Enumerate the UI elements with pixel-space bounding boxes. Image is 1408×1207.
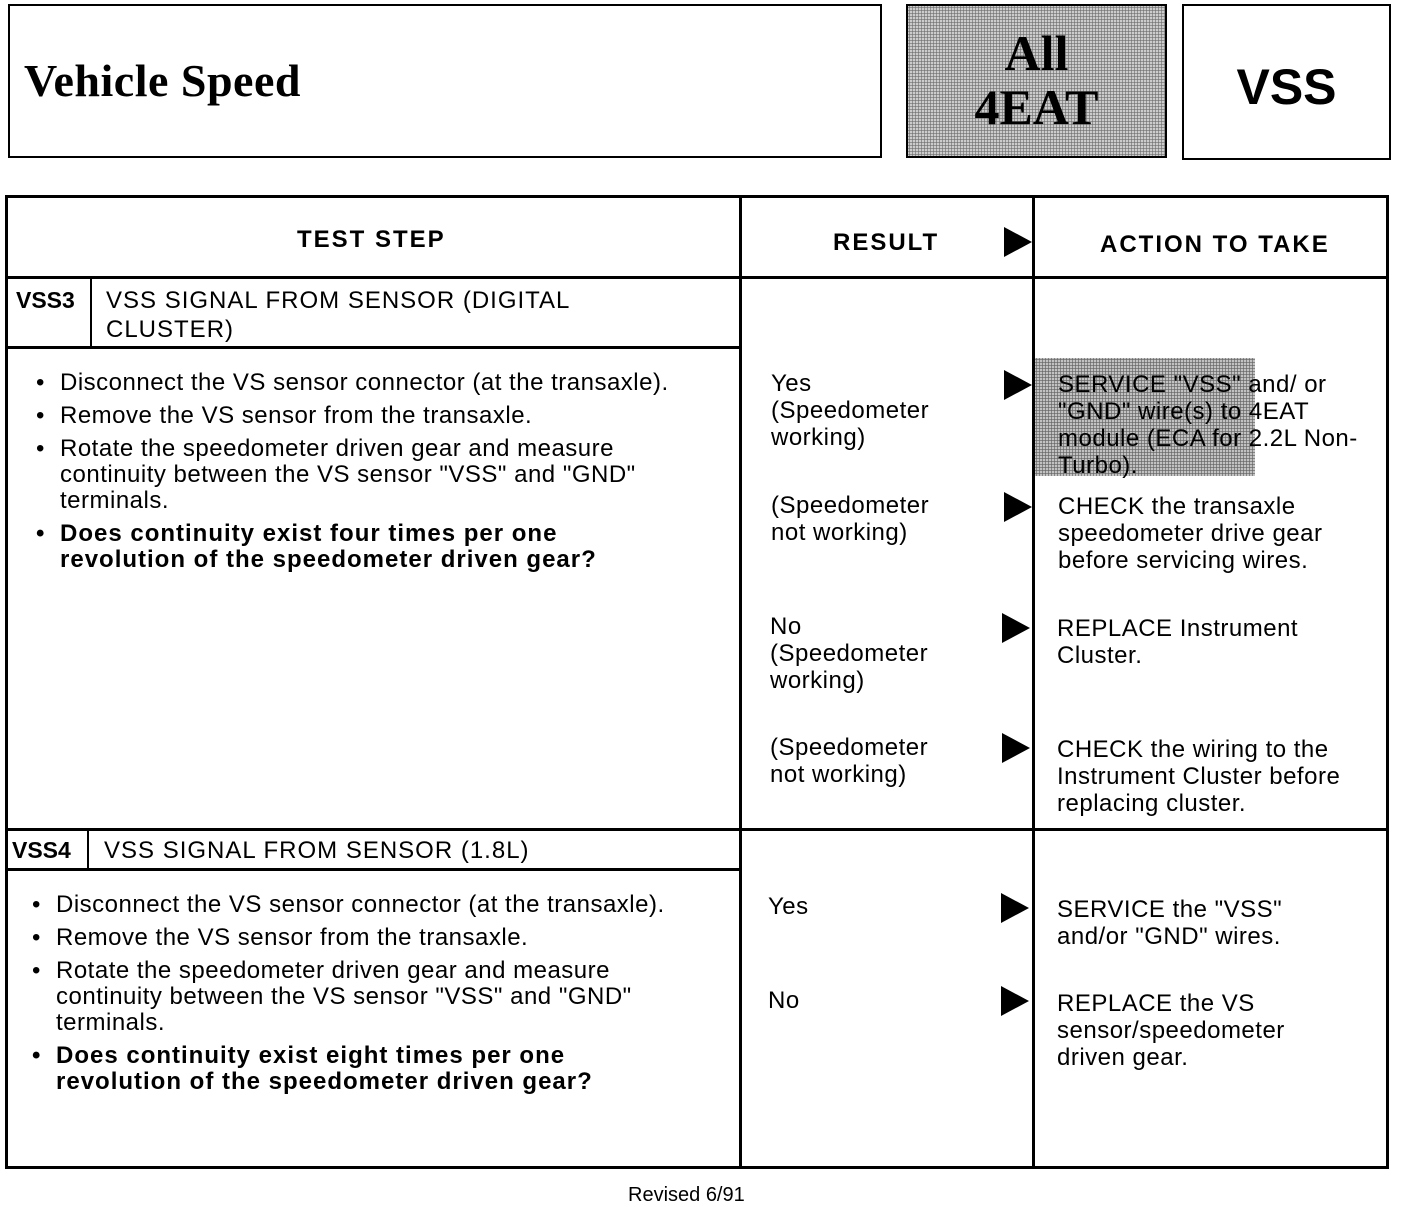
- instruction-item: • Disconnect the VS sensor connector (at the transaxle).: [30, 892, 700, 918]
- arrow-icon: [1004, 370, 1032, 400]
- code-box: [1182, 4, 1391, 160]
- header-result: RESULT: [833, 229, 940, 256]
- action-text: CHECK the transaxle speedometer drive gear before servicing wires.: [1058, 493, 1323, 574]
- title-box: [8, 4, 882, 158]
- arrow-icon: [1001, 893, 1029, 923]
- step-id: VSS3: [16, 287, 75, 313]
- action-text: REPLACE Instrument Cluster.: [1057, 615, 1299, 669]
- divider: [5, 276, 1389, 279]
- revision-note: Revised 6/91: [628, 1184, 745, 1206]
- arrow-icon: [1004, 227, 1032, 257]
- action-text: SERVICE the "VSS" and/or "GND" wires.: [1057, 896, 1283, 950]
- header-test-step: TEST STEP: [297, 226, 446, 253]
- step-title: VSS SIGNAL FROM SENSOR (DIGITAL CLUSTER): [106, 287, 570, 343]
- instruction-item: • Remove the VS sensor from the transaxle.: [30, 925, 700, 951]
- action-text: SERVICE "VSS" and/ or "GND" wire(s) to 4EAT module (ECA for 2.2L Non-Turbo).: [1058, 371, 1358, 479]
- action-text: CHECK the wiring to the Instrument Cluster before replacing cluster.: [1057, 736, 1341, 817]
- divider: [90, 276, 92, 348]
- result-text: No (Speedometer working): [770, 613, 929, 694]
- instruction-item: • Disconnect the VS sensor connector (at the transaxle).: [34, 370, 704, 396]
- instruction-item: • Rotate the speedometer driven gear and measure continuity between the VS sensor "VSS" and "GND" terminals.: [30, 958, 700, 1036]
- arrow-icon: [1004, 492, 1032, 522]
- header-action: ACTION TO TAKE: [1100, 231, 1330, 258]
- result-text: (Speedometer not working): [771, 492, 930, 546]
- model-label: [908, 26, 1165, 134]
- arrow-icon: [1001, 986, 1029, 1016]
- divider: [739, 197, 742, 1167]
- step-title: VSS SIGNAL FROM SENSOR (1.8L): [104, 837, 530, 864]
- model-line-2: 4EAT: [974, 79, 1099, 135]
- instruction-item: • Rotate the speedometer driven gear and measure continuity between the VS sensor "VSS" and "GND" terminals.: [34, 436, 704, 514]
- model-box: [906, 4, 1167, 158]
- action-text: REPLACE the VS sensor/speedometer driven gear.: [1057, 990, 1285, 1071]
- section-code: VSS: [1236, 59, 1337, 115]
- arrow-icon: [1002, 733, 1030, 763]
- step-question: • Does continuity exist eight times per one revolution of the speedometer driven gear?: [30, 1043, 666, 1095]
- result-text: Yes (Speedometer working): [771, 370, 930, 451]
- divider: [87, 828, 89, 870]
- divider: [5, 868, 741, 871]
- instruction-item: • Remove the VS sensor from the transaxle.: [34, 403, 704, 429]
- model-line-1: All: [1004, 25, 1069, 81]
- divider: [5, 828, 1389, 831]
- result-text: (Speedometer not working): [770, 734, 929, 788]
- step-instructions: [30, 892, 700, 1102]
- divider: [5, 346, 741, 349]
- result-text: Yes: [768, 893, 809, 920]
- step-question: • Does continuity exist four times per one revolution of the speedometer driven gear?: [34, 521, 660, 573]
- arrow-icon: [1002, 613, 1030, 643]
- divider: [1032, 197, 1035, 1167]
- page-title: Vehicle Speed: [24, 55, 301, 106]
- step-instructions: [34, 370, 704, 580]
- result-text: No: [768, 987, 800, 1014]
- step-id: VSS4: [12, 837, 71, 863]
